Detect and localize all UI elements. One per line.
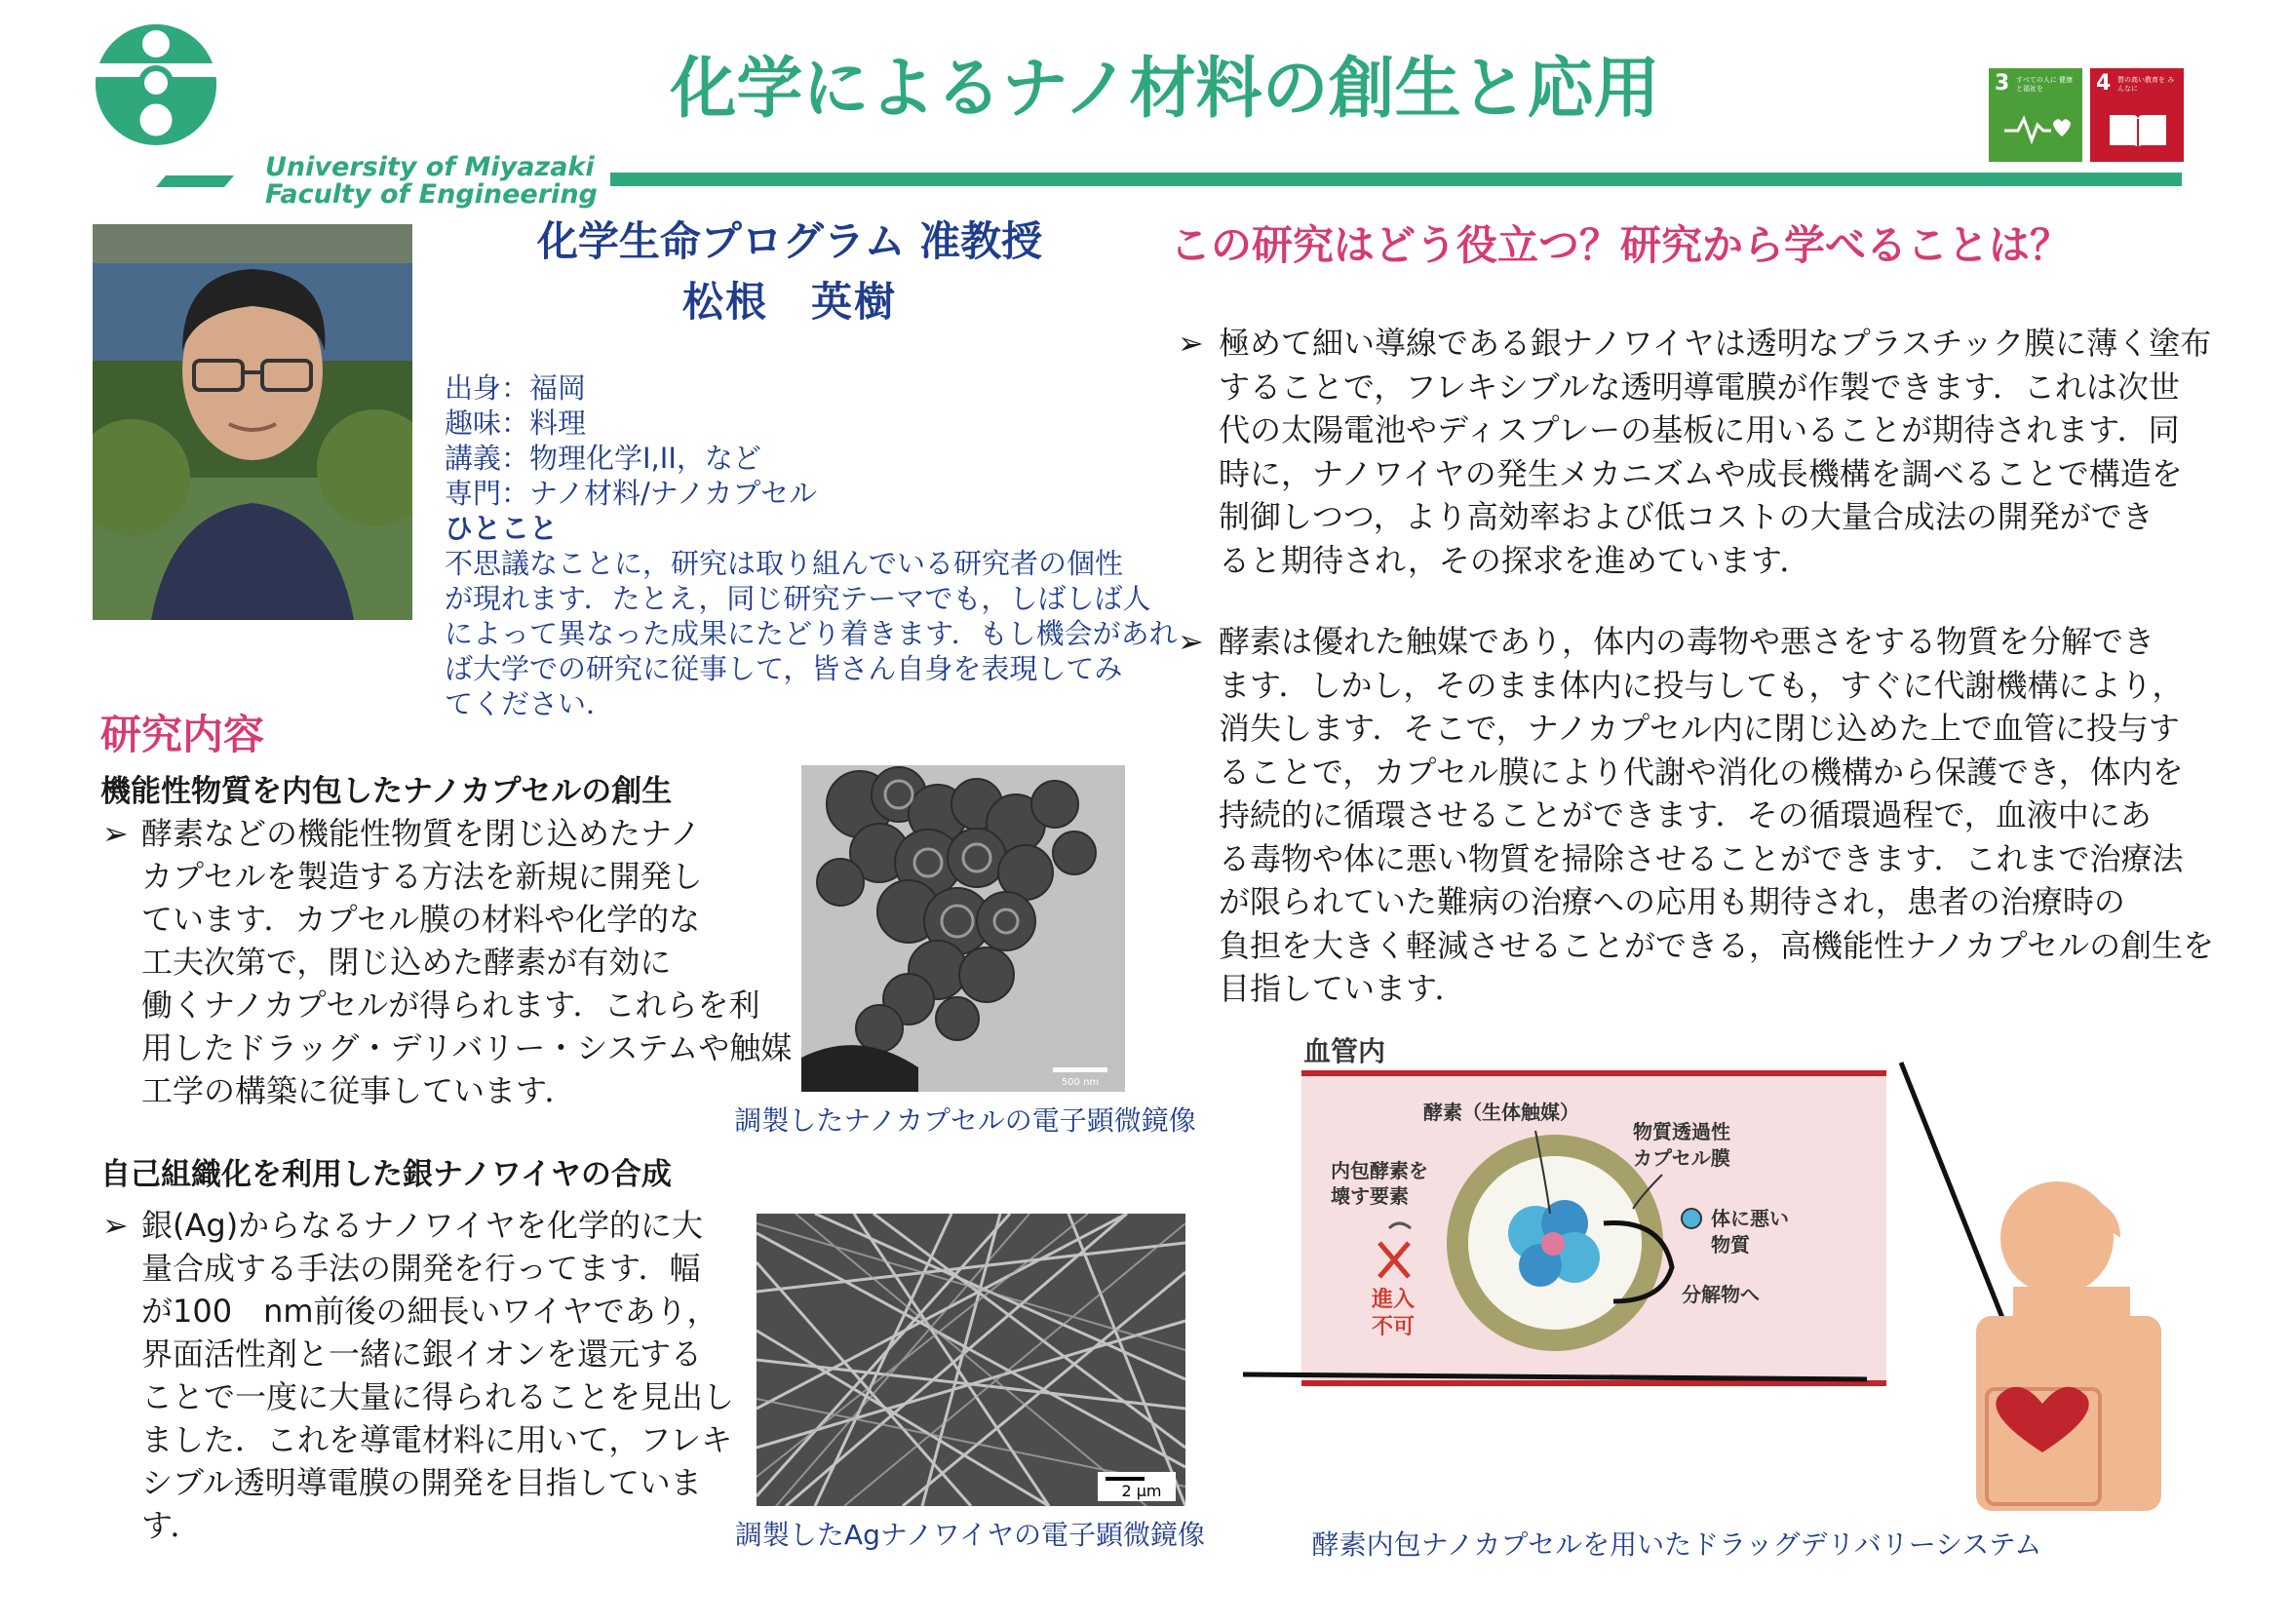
author-photo [93, 224, 412, 620]
body-line: 負担を大きく軽減させることができる，高機能性ナノカプセルの創生を [1219, 926, 2215, 964]
body-line: 働くナノカプセルが得られます．これらを利 [141, 986, 760, 1024]
blocked-label: 不可 [1372, 1315, 1416, 1339]
arrow-bullet-icon: ➢ [1178, 623, 1204, 660]
body-line: シブル透明導電膜の開発を目指していま [141, 1464, 702, 1501]
body-line: ています．カプセル膜の材料や化学的な [141, 901, 701, 938]
profile-hometown: 出身：福岡 [445, 371, 587, 405]
header-stripe-left [156, 175, 234, 187]
body-line: 極めて細い導線である銀ナノワイヤは透明なプラスチック膜に薄く塗布 [1219, 325, 2212, 362]
harmful-element-label: 壊す要素 [1331, 1184, 1409, 1208]
research-heading: 研究内容 [100, 711, 265, 758]
sdg-badge-4 [2090, 68, 2184, 162]
university-name [265, 152, 598, 210]
body-line: す． [141, 1507, 202, 1544]
harmful-element-label: 内包酵素を [1331, 1159, 1428, 1182]
arrow-bullet-icon: ➢ [102, 815, 129, 852]
harmful-substance-label: 体に悪い [1711, 1207, 1789, 1230]
topic-body-nanocapsule [102, 812, 793, 1112]
hitokoto-line: ば大学での研究に従事して，皆さん自身を表現してみ [445, 652, 1123, 685]
body-line: ました．これを導電材料に用いて，フレキ [141, 1421, 733, 1458]
sdg-badge-3 [1989, 68, 2082, 162]
topic-body-nanowire [102, 1204, 746, 1547]
usefulness-bullet-enzyme [1178, 620, 2215, 1011]
body-line: 界面活性剤と一緒に銀イオンを還元する [141, 1335, 703, 1373]
topic-title-nanocapsule: 機能性物質を内包したナノカプセルの創生 [100, 774, 673, 809]
body-line: 消失します．そこで，ナノカプセル内に閉じ込めた上で血管に投与す [1219, 710, 2180, 747]
sdg-label: すべての人に 健康と福祉を [2016, 76, 2074, 93]
arrow-bullet-icon: ➢ [102, 1207, 129, 1244]
hitokoto-line: 不思議なことに，研究は取り組んでいる研究者の個性 [445, 547, 1124, 580]
body-line: ます．しかし，そのまま体内に投与しても，すぐに代謝機構により， [1219, 666, 2184, 704]
hitokoto-line: が現れます．たとえ，同じ研究テーマでも，しばしば人 [445, 582, 1151, 615]
body-line: が100 nm前後の細長いワイヤであり， [141, 1293, 718, 1330]
body-line: ことで一度に大量に得られることを見出し [141, 1378, 735, 1415]
body-line: 時に，ナノワイヤの発生メカニズムや成長機構を調べることで構造を [1219, 454, 2183, 492]
sem-scale-label: 2 μm [1121, 1482, 1162, 1500]
body-line: 工夫次第で，閉じ込めた酵素が有効に [141, 944, 672, 981]
university-name-line2: Faculty of Engineering [265, 179, 598, 210]
body-line: カプセルを製造する方法を新規に開発し [141, 858, 703, 895]
university-logo [88, 24, 224, 156]
tem-scale-label: 500 nm [1061, 1077, 1100, 1088]
usefulness-bullet-nanowire [1178, 322, 2212, 582]
body-line: が限られていた難病の治療への応用も期待され，患者の治療時の [1219, 883, 2125, 920]
author-name: 松根 英樹 [681, 278, 897, 326]
heartbeat-icon [2002, 109, 2071, 148]
page-title: 化学によるナノ材料の創生と応用 [670, 51, 1660, 128]
body-line: 量合成する手法の開発を行ってます．幅 [141, 1250, 701, 1287]
nanocapsule-image-caption: 調製したナノカプセルの電子顕微鏡像 [734, 1104, 1196, 1137]
harmful-substance-label: 物質 [1711, 1233, 1750, 1257]
arrow-bullet-icon: ➢ [1178, 325, 1204, 362]
body-line: 持続的に循環させることができます．その循環過程で，血液中にあ [1219, 796, 2152, 833]
vessel-wall-top [1301, 1070, 1886, 1076]
body-line: ることで，カプセル膜により代謝や消化の機構から保護でき，体内を [1219, 753, 2184, 791]
hitokoto-line: によって異なった成果にたどり着きます．もし機会があれ [445, 617, 1178, 650]
body-line: 目指しています． [1219, 970, 1466, 1007]
nanocapsule-tem-image [801, 765, 1125, 1092]
book-icon [2104, 109, 2172, 152]
drug-delivery-diagram [1243, 1024, 2179, 1511]
body-line: 代の太陽電池やディスプレーの基板に用いることが期待されます．同 [1219, 411, 2180, 448]
body-line: 銀(Ag)からなるナノワイヤを化学的に大 [141, 1207, 703, 1244]
body-line: 工学の構築に従事しています． [141, 1072, 576, 1109]
enzyme-label: 酵素（生体触媒） [1423, 1101, 1579, 1124]
author-program-title: 化学生命プログラム 准教授 [536, 217, 1043, 265]
sdg-number: 4 [2096, 71, 2112, 96]
profile-lectures: 講義：物理化学I,II，など [445, 442, 761, 475]
hitokoto-label: ひとこと [445, 512, 559, 545]
profile-hobby: 趣味：料理 [445, 406, 587, 440]
topic-title-nanowire: 自己組織化を利用した銀ナノワイヤの合成 [100, 1157, 672, 1192]
university-name-line1: University of Miyazaki [265, 152, 595, 182]
body-line: 用したドラッグ・デリバリー・システムや触媒 [141, 1029, 793, 1066]
body-line: 酵素は優れた触媒であり，体内の毒物や悪さをする物質を分解でき [1219, 623, 2155, 660]
body-line: することで，フレキシブルな透明導電膜が作製できます．これは次世 [1219, 367, 2180, 406]
membrane-label: カプセル膜 [1633, 1146, 1730, 1170]
sdg-label: 質の高い教育を みんなに [2117, 76, 2175, 93]
nanowire-image-caption: 調製したAgナノワイヤの電子顕微鏡像 [734, 1519, 1206, 1551]
body-line: ると期待され，その探求を進めています． [1219, 541, 1811, 579]
header-stripe [610, 173, 2182, 186]
harmful-substance-icon [1682, 1209, 1701, 1228]
membrane-label: 物質透過性 [1633, 1120, 1730, 1143]
body-line: 制御しつつ，より高効率および低コストの大量合成法の開発ができ [1219, 498, 2154, 535]
nanowire-sem-image [757, 1214, 1185, 1506]
sdg-number: 3 [1995, 71, 2010, 96]
vessel-label: 血管内 [1303, 1035, 1386, 1067]
body-line: る毒物や体に悪い物質を掃除させることができます．これまで治療法 [1219, 839, 2184, 877]
hitokoto-line: てください． [445, 687, 615, 720]
profile-specialty: 専門：ナノ材料/ナノカプセル [445, 477, 818, 510]
human-body-icon [1976, 1181, 2161, 1511]
body-line: 酵素などの機能性物質を閉じ込めたナノ [141, 815, 701, 852]
usefulness-heading: この研究はどう役立つ？研究から学べることは？ [1170, 221, 2072, 269]
diagram-caption: 酵素内包ナノカプセルを用いたドラッグデリバリーシステム [1311, 1528, 2042, 1561]
author-profile [445, 370, 1178, 721]
decomposition-label: 分解物へ [1682, 1283, 1760, 1306]
blocked-label: 進入 [1372, 1288, 1416, 1312]
